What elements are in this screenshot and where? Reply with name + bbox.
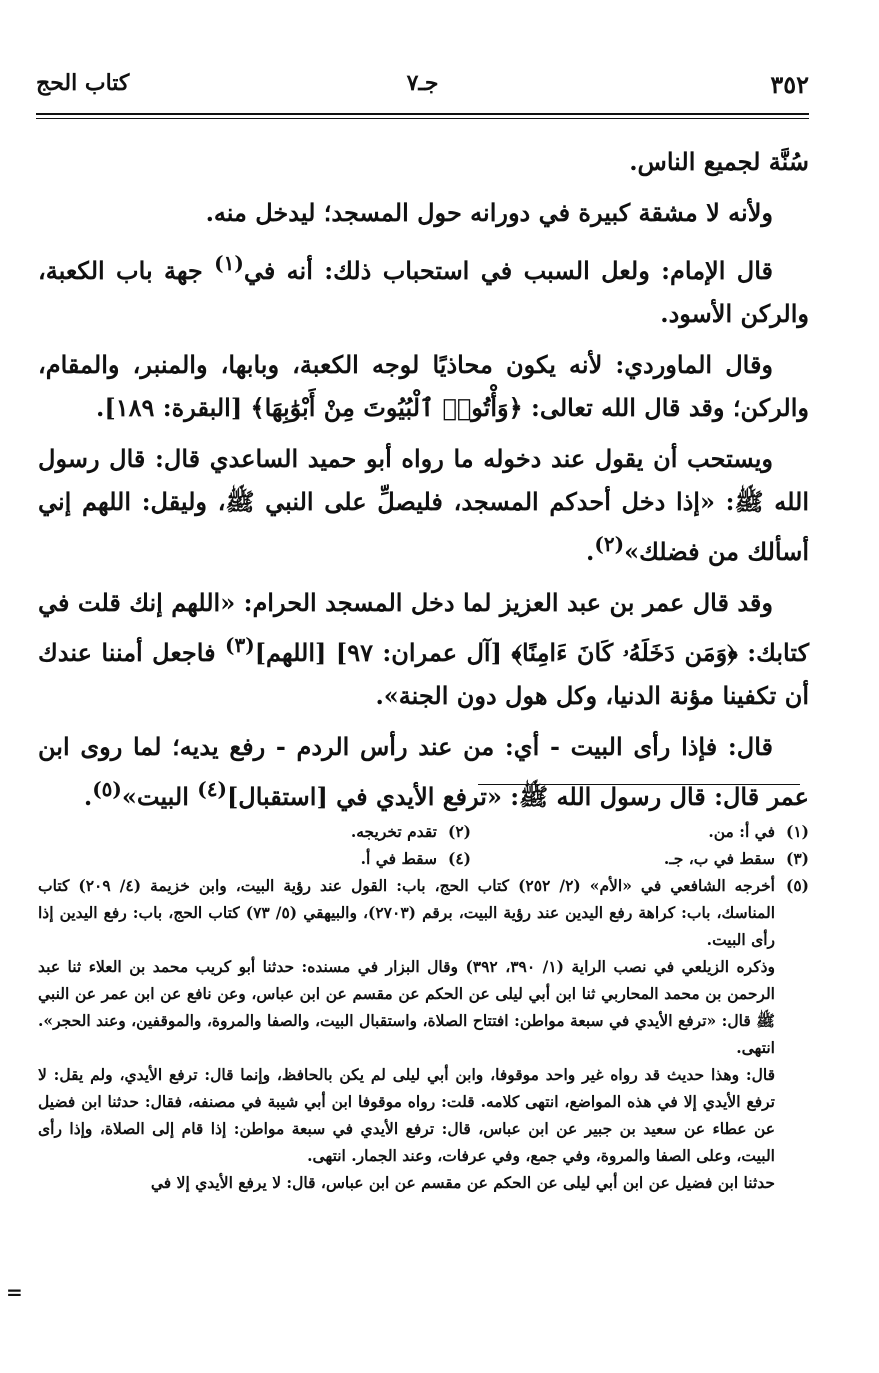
book-title: كتاب الحج [36, 70, 130, 96]
footnotes [38, 818, 809, 1196]
footnote-2 [351, 818, 471, 845]
footnote-separator [478, 784, 800, 785]
paragraph-text: فاجعل أمننا عندك أن تكفينا مؤنة الدنيا، وكل هول دون الجنة». [38, 638, 809, 710]
footnote-ref: (٣) [225, 633, 255, 657]
footnote-number: (٥) [785, 876, 809, 895]
footnote-3 [664, 845, 809, 872]
footnote-paragraph: وذكره الزيلعي في نصب الراية (١/ ٣٩٠، ٣٩٢) وقال البزار في مسنده: حدثنا أبو كريب محمد بن العلاء ثنا عبد الرحمن بن محمد المحاربي ثنا ابن أبي ليلى عن الحكم عن مقسم عن ابن عباس، وعن نافع عن ابن عمر عن النبي ﷺ قال: «ترفع الأيدي في سبعة مواطن: افتتاح الصلاة، واستقبال البيت، والصفا والمروة، والموقفين، وعند الحجر». انتهى. [38, 957, 775, 1057]
footnote-paragraph: أخرجه الشافعي في «الأم» (٢/ ٢٥٢) كتاب الحج، باب: القول عند رؤية البيت، وابن خزيمة (٤/ ٢٠٩) كتاب المناسك، باب: كراهة رفع اليدين عند رؤية البيت، برقم (٢٧٠٣)، والبيهقي (٥/ ٧٣) كتاب الحج، باب: رفع اليدين إذا رأى البيت. [38, 876, 776, 949]
footnote-text: تقدم تخريجه. [350, 822, 437, 841]
paragraph: وقال الماوردي: لأنه يكون محاذيًا لوجه الكعبة، وبابها، والمنبر، والمقام، والركن؛ وقد قال الله تعالى: ﴿وَأْتُوا۟ ٱلْبُيُوتَ مِنْ أَبْوَٰبِهَا﴾ [البقرة: ١٨٩]. [38, 350, 809, 422]
volume-label: جـ٧ [406, 70, 439, 96]
header-rule-thin [36, 118, 809, 119]
footnote-paragraph: حدثنا ابن فضيل عن ابن أبي ليلى عن الحكم عن مقسم عن ابن عباس، قال: لا يرفع الأيدي إلا في [150, 1173, 775, 1192]
paragraph: ولأنه لا مشقة كبيرة في دورانه حول المسجد؛ ليدخل منه. [205, 198, 773, 227]
paragraph: سُنَّة لجميع الناس. [629, 147, 809, 176]
paragraph-text: ويستحب أن يقول عند دخوله ما رواه أبو حميد الساعدي قال: قال رسول الله ﷺ: «إذا دخل أحدكم المسجد، فليصلِّ على النبي ﷺ، وليقل: اللهم إني أسألك من فضلك» [38, 444, 809, 566]
paragraph [38, 725, 809, 818]
footnote-1 [708, 818, 809, 845]
footnote-number: (٣) [785, 849, 809, 868]
footnote-number: (١) [785, 822, 809, 841]
footnote-ref: (٢) [594, 532, 625, 556]
paragraph-text: . [83, 782, 93, 811]
paragraph [38, 242, 809, 335]
paragraph-text: قال: فإذا رأى البيت - أي: من عند رأس الردم - رفع يديه؛ لما روى ابن عمر قال: قال رسول الله ﷺ: «ترفع الأيدي في [استقبال] [38, 732, 809, 811]
footnote-text: في أ: من. [708, 822, 775, 841]
paragraph-text: البيت» [121, 782, 198, 811]
footnote-number: (٢) [447, 822, 471, 841]
paragraph-text: قال الإمام: ولعل السبب في استحباب ذلك: أنه في [243, 256, 773, 285]
footnote-text: سقط في أ. [360, 849, 437, 868]
page-number: ٣٥٢ [770, 70, 809, 99]
footnote-ref: (٤) [197, 777, 227, 801]
footnote-ref: (١) [214, 251, 244, 275]
footnote-body [38, 872, 775, 1196]
footnote-row [38, 845, 809, 872]
paragraph-text: وقد قال عمر بن عبد العزيز لما دخل المسجد الحرام: «اللهم إنك قلت في كتابك: ﴿وَمَن دَخَلَهُۥ كَانَ ءَامِنًا﴾ [آل عمران: ٩٧] [اللهم] [38, 588, 810, 667]
paragraph-text: . [586, 537, 595, 566]
footnote-row [38, 818, 809, 845]
footnote-5 [38, 872, 809, 1196]
main-text [38, 140, 809, 826]
paragraph [38, 581, 809, 717]
footnote-ref: (٥) [92, 777, 122, 801]
continuation-mark: = [6, 1280, 23, 1304]
footnote-paragraph: قال: وهذا حديث قد رواه غير واحد موقوفا، وابن أبي ليلى لم يكن بالحافظ، وإنما قال: ترفع الأيدي، ولم يقل: لا ترفع الأيدي إلا في هذه المواضع، انتهى كلامه. قلت: رواه موقوفا ابن أبي شيبة في مصنفه، فقال: حدثنا ابن فضيل عن عطاء عن سعيد بن جبير عن ابن عباس، قال: ترفع الأيدي في سبعة مواطن: إذا قام إلى الصلاة، وإذا رأى البيت، وعلى الصفا والمروة، وفي جمع، وفي عرفات، وعند الجمار. انتهى. [38, 1065, 775, 1165]
footnote-number: (٤) [447, 849, 471, 868]
footnote-text: سقط في ب، جـ. [663, 849, 775, 868]
paragraph [38, 437, 809, 573]
paragraph-text: جهة باب الكعبة، والركن الأسود. [38, 256, 809, 328]
page-header [36, 66, 809, 106]
footnote-4 [361, 845, 471, 872]
header-rule-thick [36, 113, 809, 115]
